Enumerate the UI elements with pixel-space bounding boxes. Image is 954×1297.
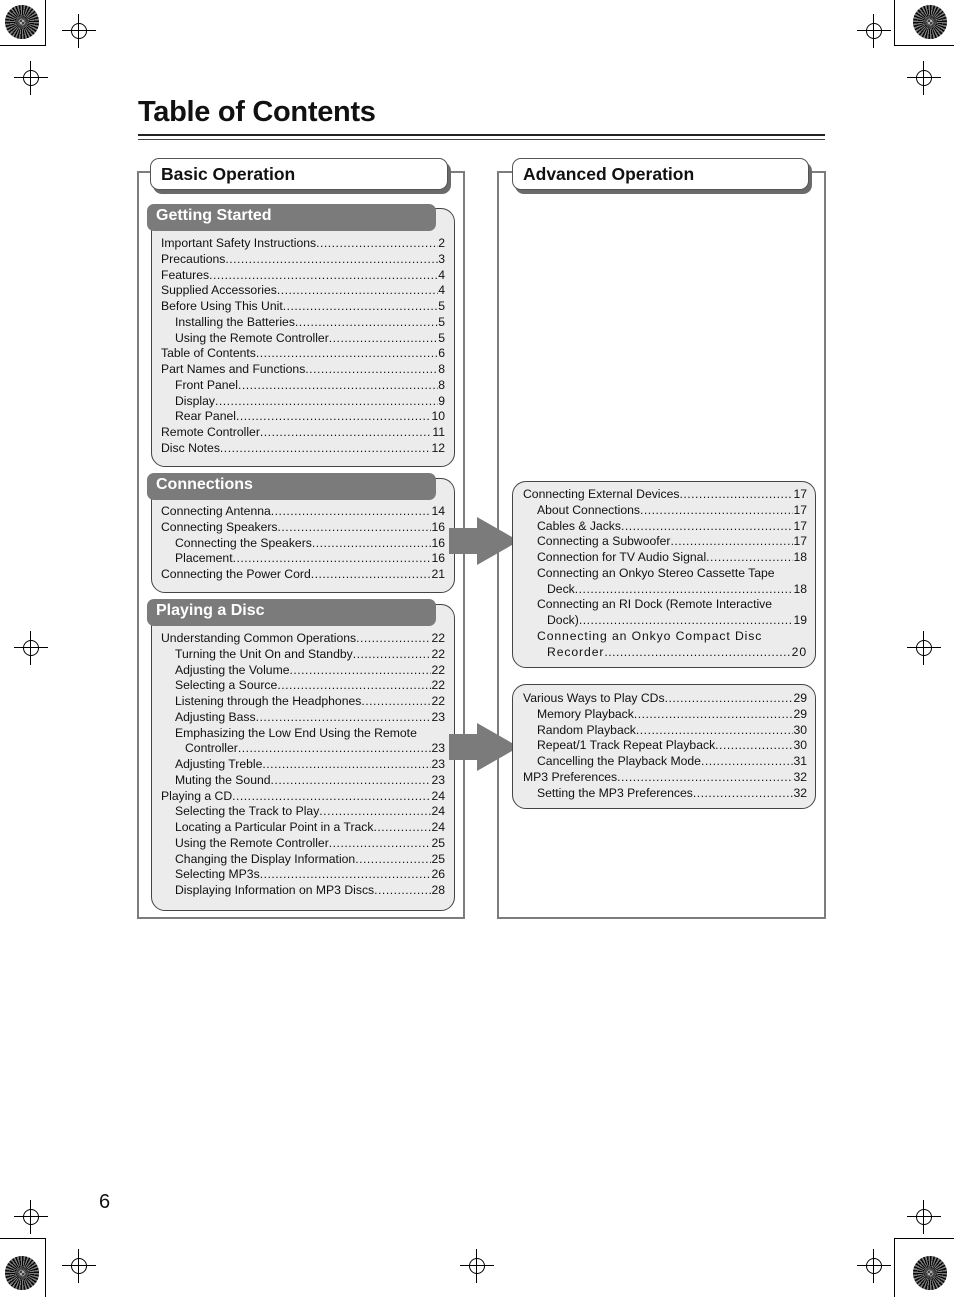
- toc-subentry[interactable]: Connection for TV Audio Signal ..... 18: [523, 550, 807, 566]
- toc-subentry[interactable]: About Connections ..... 17: [523, 503, 807, 519]
- toc-entry[interactable]: Connecting Antenna ..... 14: [161, 504, 445, 520]
- toc-entry[interactable]: Features ..... 4: [161, 268, 445, 284]
- trim-mark: [0, 45, 46, 46]
- playback-modes-list: [523, 691, 807, 801]
- crop-disc-top-right: [913, 5, 947, 39]
- getting-started-list: [161, 236, 445, 457]
- page-title: Table of Contents: [138, 96, 376, 128]
- toc-subentry[interactable]: Connecting an Onkyo Stereo Cassette Tape: [537, 565, 775, 580]
- registration-mark: [916, 1209, 932, 1225]
- crop-disc-bottom-right: [913, 1256, 947, 1290]
- toc-subentry[interactable]: Using the Remote Controller ..... 5: [161, 331, 445, 347]
- trim-mark: [45, 1238, 46, 1297]
- toc-entry[interactable]: Supplied Accessories ..... 4: [161, 283, 445, 299]
- basic-operation-header: Basic Operation: [150, 158, 448, 190]
- toc-subentry[interactable]: Placement ..... 16: [161, 551, 445, 567]
- toc-entry[interactable]: Part Names and Functions ..... 8: [161, 362, 445, 378]
- toc-subentry[interactable]: Emphasizing the Low End Using the Remote: [175, 725, 417, 740]
- registration-mark: [71, 23, 87, 39]
- toc-entry[interactable]: Understanding Common Operations ..... 22: [161, 631, 445, 647]
- toc-subentry[interactable]: Repeat/1 Track Repeat Playback ..... 30: [523, 738, 807, 754]
- toc-subentry[interactable]: Adjusting Bass ..... 23: [161, 710, 445, 726]
- registration-mark: [916, 70, 932, 86]
- toc-subentry-continued[interactable]: Controller ..... 23: [161, 741, 445, 757]
- toc-subentry[interactable]: Display ..... 9: [161, 394, 445, 410]
- toc-subentry[interactable]: Adjusting the Volume ..... 22: [161, 663, 445, 679]
- toc-subentry[interactable]: Selecting a Source ..... 22: [161, 678, 445, 694]
- toc-entry[interactable]: Remote Controller ..... 11: [161, 425, 445, 441]
- toc-subentry[interactable]: Setting the MP3 Preferences ..... 32: [523, 786, 807, 802]
- toc-entry[interactable]: Playing a CD ..... 24: [161, 789, 445, 805]
- toc-subentry[interactable]: Displaying Information on MP3 Discs ..... 28: [161, 883, 445, 899]
- trim-mark: [45, 0, 46, 46]
- toc-subentry-continued[interactable]: Dock) ..... 19: [523, 613, 807, 629]
- registration-mark: [469, 1258, 485, 1274]
- registration-mark: [23, 70, 39, 86]
- toc-entry[interactable]: Connecting the Power Cord ..... 21: [161, 567, 445, 583]
- toc-subentry[interactable]: Selecting MP3s ..... 26: [161, 867, 445, 883]
- toc-subentry[interactable]: Cancelling the Playback Mode ..... 31: [523, 754, 807, 770]
- trim-mark: [894, 45, 954, 46]
- page-number: 6: [99, 1191, 111, 1213]
- toc-subentry-continued[interactable]: Recorder ..... 20: [523, 645, 807, 661]
- registration-mark: [23, 640, 39, 656]
- toc-subentry[interactable]: Cables & Jacks ..... 17: [523, 519, 807, 535]
- external-devices-list: [523, 487, 807, 660]
- toc-subentry[interactable]: Listening through the Headphones ..... 22: [161, 694, 445, 710]
- toc-subentry[interactable]: Adjusting Treble ..... 23: [161, 757, 445, 773]
- toc-entry[interactable]: Connecting Speakers ..... 16: [161, 520, 445, 536]
- toc-subentry[interactable]: Connecting a Subwoofer ..... 17: [523, 534, 807, 550]
- toc-subentry[interactable]: Muting the Sound ..... 23: [161, 773, 445, 789]
- toc-subentry[interactable]: Locating a Particular Point in a Track ..... 24: [161, 820, 445, 836]
- toc-subentry[interactable]: Turning the Unit On and Standby ..... 22: [161, 647, 445, 663]
- crop-disc-bottom-left: [5, 1256, 39, 1290]
- connections-list: [161, 504, 445, 583]
- title-rule: [138, 134, 825, 136]
- playing-disc-list: [161, 631, 445, 899]
- trim-mark: [894, 1238, 895, 1297]
- toc-subentry[interactable]: Rear Panel ..... 10: [161, 409, 445, 425]
- toc-entry[interactable]: MP3 Preferences ..... 32: [523, 770, 807, 786]
- arrow-right-icon: [449, 517, 521, 565]
- toc-subentry[interactable]: Changing the Display Information ..... 25: [161, 852, 445, 868]
- registration-mark: [866, 23, 882, 39]
- toc-subentry[interactable]: Using the Remote Controller ..... 25: [161, 836, 445, 852]
- registration-mark: [916, 640, 932, 656]
- toc-subentry[interactable]: Connecting the Speakers ..... 16: [161, 536, 445, 552]
- title-rule: [138, 139, 825, 140]
- trim-mark: [894, 1238, 954, 1239]
- trim-mark: [0, 1238, 46, 1239]
- getting-started-tab: Getting Started: [147, 204, 436, 231]
- toc-subentry-continued[interactable]: Deck ..... 18: [523, 582, 807, 598]
- toc-subentry[interactable]: Front Panel ..... 8: [161, 378, 445, 394]
- registration-mark: [71, 1258, 87, 1274]
- connections-tab: Connections: [147, 473, 436, 500]
- toc-entry[interactable]: Precautions ..... 3: [161, 252, 445, 268]
- registration-mark: [866, 1258, 882, 1274]
- toc-entry[interactable]: Before Using This Unit ..... 5: [161, 299, 445, 315]
- arrow-right-icon: [449, 723, 521, 771]
- toc-subentry[interactable]: Connecting an RI Dock (Remote Interactive: [537, 597, 773, 612]
- trim-mark: [894, 0, 895, 46]
- playing-disc-tab: Playing a Disc: [147, 599, 436, 626]
- crop-disc-top-left: [5, 5, 39, 39]
- toc-subentry[interactable]: Selecting the Track to Play ..... 24: [161, 804, 445, 820]
- toc-entry[interactable]: Various Ways to Play CDs ..... 29: [523, 691, 807, 707]
- toc-entry[interactable]: Important Safety Instructions ..... 2: [161, 236, 445, 252]
- toc-subentry[interactable]: Installing the Batteries ..... 5: [161, 315, 445, 331]
- toc-entry[interactable]: Connecting External Devices ..... 17: [523, 487, 807, 503]
- toc-entry[interactable]: Table of Contents ..... 6: [161, 346, 445, 362]
- toc-subentry[interactable]: Connecting an Onkyo Compact Disc: [537, 628, 763, 643]
- toc-entry[interactable]: Disc Notes ..... 12: [161, 441, 445, 457]
- advanced-operation-header: Advanced Operation: [512, 158, 809, 190]
- toc-subentry[interactable]: Random Playback ..... 30: [523, 723, 807, 739]
- toc-subentry[interactable]: Memory Playback ..... 29: [523, 707, 807, 723]
- registration-mark: [23, 1209, 39, 1225]
